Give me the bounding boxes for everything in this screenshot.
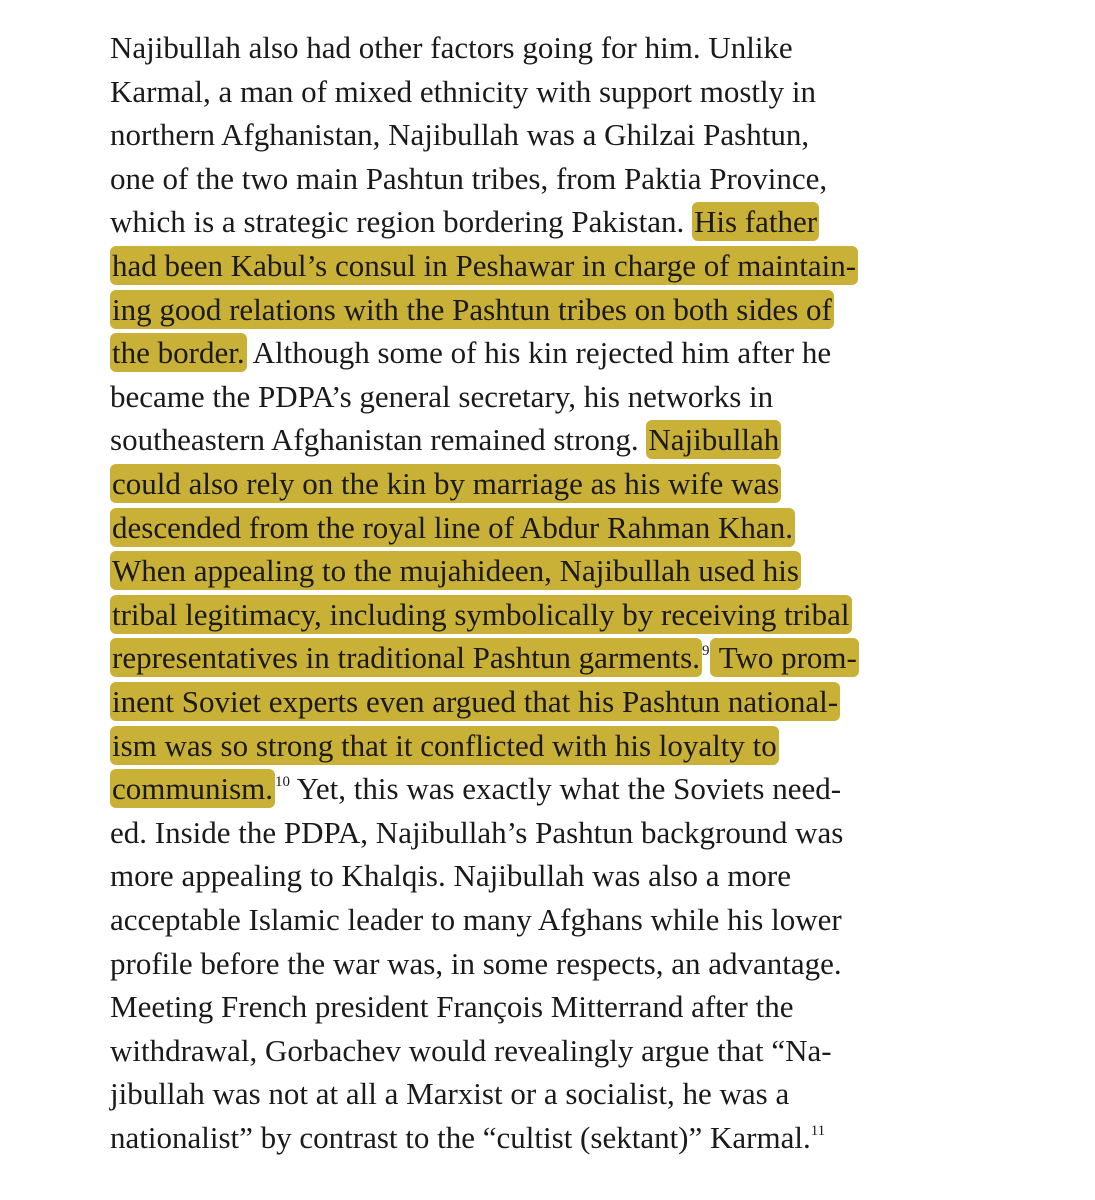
- text-run: more appealing to Khalqis. Najibullah was also a more: [110, 858, 791, 894]
- text-run: became the PDPA’s general secretary, his networks in: [110, 378, 774, 414]
- highlighted-text: ism was so strong that it conflicted with his loyalty to: [112, 727, 777, 763]
- text-run: Meeting French president François Mitterrand after the: [110, 989, 794, 1025]
- text-line: [110, 813, 843, 853]
- text-run: profile before the war was, in some respects, an advantage.: [110, 945, 842, 981]
- text-line: [110, 72, 816, 112]
- text-line: [110, 1074, 789, 1114]
- text-line: [110, 1118, 825, 1158]
- highlighted-text: representatives in traditional Pashtun garments.: [112, 640, 700, 676]
- text-run: Najibullah also had other factors going for him. Unlike: [110, 30, 793, 65]
- footnote-marker[interactable]: 11: [810, 1122, 826, 1139]
- text-run: ed. Inside the PDPA, Najibullah’s Pashtun background was: [110, 814, 844, 850]
- text-line: [110, 420, 781, 460]
- text-line: [110, 508, 795, 548]
- highlighted-text: ing good relations with the Pashtun tribes on both sides of: [112, 291, 832, 327]
- highlighted-text: could also rely on the kin by marriage as his wife was: [112, 466, 780, 501]
- text-line: [110, 333, 831, 373]
- text-run: jibullah was not at all a Marxist or a socialist, he was a: [110, 1076, 790, 1112]
- text-line: [110, 856, 791, 896]
- text-run: Although some of his kin rejected him after he: [246, 335, 832, 371]
- text-line: [110, 551, 801, 591]
- text-run: nationalist” by contrast to the “cultist (sektant)” Karmal.: [110, 1120, 811, 1155]
- text-run: withdrawal, Gorbachev would revealingly argue that “Na-: [110, 1032, 832, 1068]
- text-line: [110, 115, 809, 155]
- text-line: [110, 987, 794, 1027]
- text-line: [110, 464, 781, 504]
- text-run: southeastern Afghanistan remained strong.: [110, 422, 647, 458]
- text-line: [110, 726, 779, 766]
- highlighted-text: had been Kabul’s consul in Peshawar in charge of maintain-: [112, 248, 857, 283]
- text-run: acceptable Islamic leader to many Afghans while his lower: [110, 902, 842, 937]
- footnote-marker[interactable]: 9: [702, 643, 710, 660]
- text-line: [110, 377, 773, 417]
- footnote-marker[interactable]: 10: [275, 773, 291, 790]
- text-run: Karmal, a man of mixed ethnicity with support mostly in: [110, 73, 816, 109]
- highlighted-text: His father: [693, 204, 818, 240]
- highlighted-text: descended from the royal line of Abdur Rahman Khan.: [112, 509, 793, 545]
- text-line: [110, 1031, 832, 1071]
- highlighted-text: When appealing to the mujahideen, Najibullah used his: [112, 553, 799, 589]
- text-line: [110, 595, 852, 635]
- highlighted-text: the border.: [112, 335, 245, 371]
- highlighted-text: Najibullah: [648, 422, 780, 458]
- text-line: [110, 290, 834, 330]
- text-line: [110, 944, 842, 984]
- text-line: [110, 28, 793, 68]
- text-line: [110, 638, 859, 678]
- highlighted-text: Two prom-: [711, 640, 857, 676]
- text-run: Yet, this was exactly what the Soviets need-: [290, 771, 842, 807]
- text-line: [110, 159, 827, 199]
- text-line: [110, 202, 819, 242]
- highlighted-text: tribal legitimacy, including symbolically by receiving tribal: [112, 596, 850, 632]
- text-run: which is a strategic region bordering Pakistan.: [110, 204, 692, 240]
- text-line: [110, 246, 858, 286]
- text-run: one of the two main Pashtun tribes, from Paktia Province,: [110, 160, 828, 196]
- text-line: [110, 769, 841, 809]
- text-run: northern Afghanistan, Najibullah was a Ghilzai Pashtun,: [110, 117, 810, 153]
- highlighted-text: communism.: [112, 771, 274, 807]
- text-line: [110, 900, 842, 940]
- text-line: [110, 682, 840, 722]
- highlighted-text: inent Soviet experts even argued that his Pashtun national-: [112, 684, 839, 719]
